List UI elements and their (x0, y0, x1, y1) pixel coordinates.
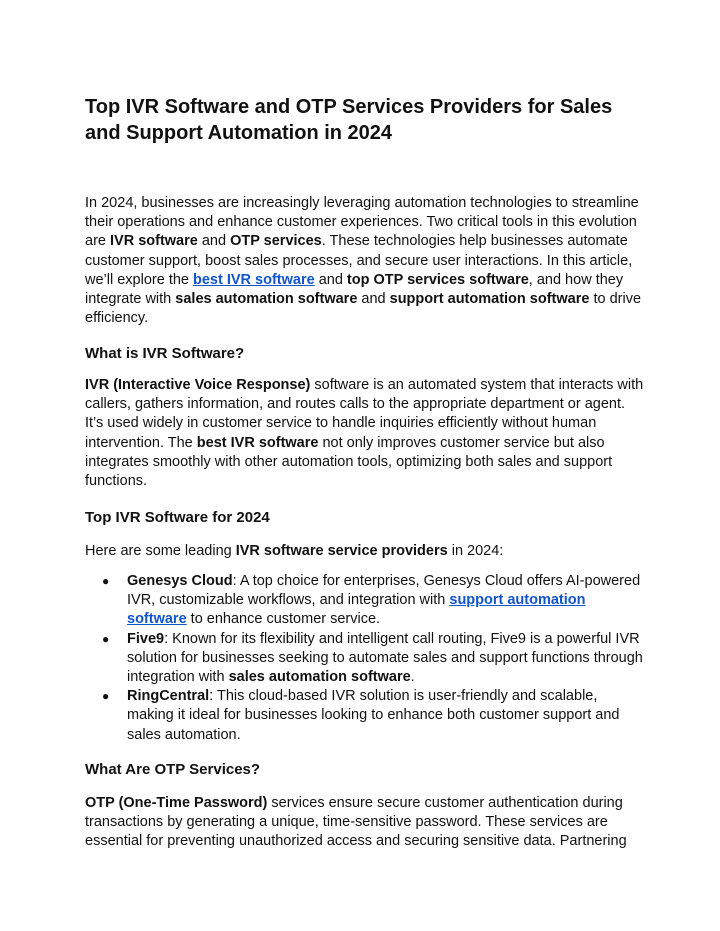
list-item-text: to enhance customer service. (186, 611, 381, 628)
list-item-text: . (410, 669, 415, 686)
paragraph-text: Here are some leading (85, 543, 236, 559)
section-heading-otp: What Are OTP Services? (85, 761, 261, 778)
intro-text: and (357, 291, 390, 308)
otp-term: OTP (One-Time Password) (85, 795, 268, 811)
intro-paragraph (85, 194, 645, 328)
intro-text: In 2024, businesses are increasingly leveraging automation technologies to streamline their operations and enhance customer experiences. Two critical tools in this evolution are (85, 195, 639, 250)
intro-bold-top-otp: top OTP services software (346, 271, 529, 288)
provider-list (85, 572, 645, 745)
list-item-genesys (85, 572, 645, 630)
intro-text: . These technologies help businesses automate customer support, boost sales processes, and secure user interactions. In this article, we’ll explore the (85, 233, 633, 288)
page-title: Top IVR Software and OTP Services Providers for Sales and Support Automation in 2024 (85, 96, 613, 144)
bullet-icon: ● (102, 574, 110, 588)
providers-bold: IVR software service providers (235, 543, 448, 559)
paragraph-text: in 2024: (447, 543, 504, 559)
paragraph-text: software is an automated system that interacts with callers, gathers information, and routes calls to the appropriate department or agent. It’s used widely in customer service to handle inquiries efficiently without human intervention. The (85, 377, 644, 451)
otp-definition-paragraph (85, 794, 645, 852)
intro-bold-support: support automation software (389, 291, 590, 308)
list-item-five9 (85, 630, 645, 688)
section-heading-what-is-ivr: What is IVR Software? (85, 345, 245, 362)
intro-bold-ivr: IVR software (110, 233, 198, 250)
ivr-term: IVR (Interactive Voice Response) (85, 377, 311, 393)
bullet-icon: ● (102, 631, 110, 646)
paragraph-text: not only improves customer service but also integrates smoothly with other automation tools, optimizing both sales and support functions. (85, 434, 613, 490)
intro-text: to drive efficiency. (85, 291, 642, 327)
ivr-definition-paragraph (85, 376, 645, 491)
sales-automation-bold: sales automation software (228, 669, 411, 686)
paragraph-text: services ensure secure customer authentication during transactions by generating a unique, time-sensitive password. These services are essential for preventing unauthorized access and securing sensitive data. Partnering (85, 795, 627, 850)
list-item-text: : A top choice for enterprises, Genesys Cloud offers AI-powered IVR, customizable workflows, and integration with (127, 573, 641, 609)
list-item-ringcentral (85, 687, 645, 745)
intro-text: , and how they integrate with (85, 271, 624, 308)
best-ivr-software-link[interactable]: best IVR software (193, 271, 315, 288)
intro-text: and (197, 233, 231, 250)
provider-name: RingCentral (127, 688, 210, 705)
bullet-icon: ● (102, 689, 110, 704)
list-item-text: : This cloud-based IVR solution is user-friendly and scalable, making it ideal for businesses looking to enhance both customer support and sales automation. (127, 688, 620, 743)
intro-text: and (314, 271, 347, 288)
intro-bold-sales: sales automation software (175, 291, 358, 308)
best-ivr-bold: best IVR software (196, 434, 319, 451)
intro-bold-otp: OTP services (230, 233, 322, 250)
provider-name: Five9 (127, 630, 165, 647)
provider-name: Genesys Cloud (127, 573, 233, 589)
providers-intro-paragraph (85, 542, 645, 561)
list-item-text: : Known for its flexibility and intelligent call routing, Five9 is a powerful IVR solution for businesses seeking to automate sales and support functions through integration with (127, 630, 643, 686)
section-heading-top-ivr: Top IVR Software for 2024 (85, 509, 270, 526)
support-automation-software-link[interactable]: support automation software (127, 592, 586, 628)
